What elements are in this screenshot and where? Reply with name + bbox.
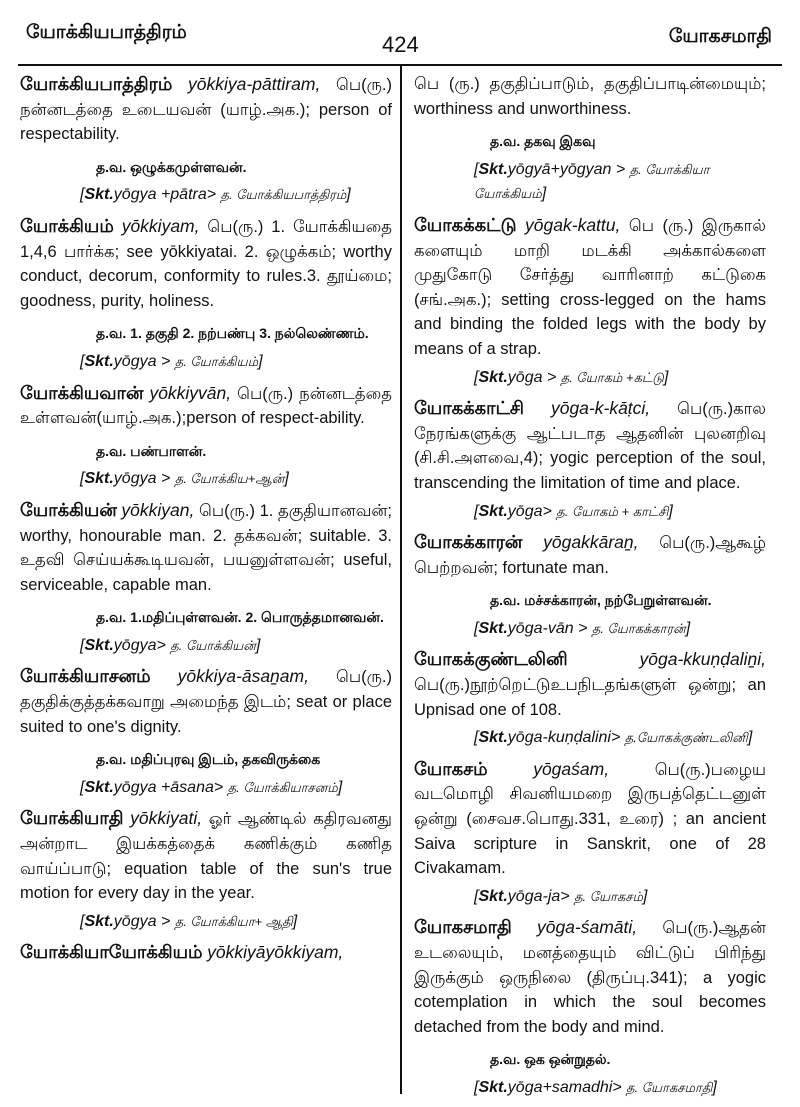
etym-source: yōgya > (113, 470, 171, 488)
dictionary-entry (414, 647, 766, 750)
dictionary-entry (20, 806, 392, 934)
entry-transliteration: yōga-kkuṇḍaliṉi, (639, 649, 766, 670)
entry-body (20, 381, 392, 431)
dictionary-entry (414, 915, 766, 1100)
entry-etymology: [Skt.yōgya> த. யோக்கியன்] (80, 636, 261, 654)
entry-transliteration: yōkkiya-āsaṉam, (177, 666, 309, 687)
entry-headword: யோகக்காட்சி (414, 398, 524, 419)
etym-tamil: த. யோக்கியன் (170, 637, 256, 653)
etym-skt: Skt. (84, 470, 114, 488)
dictionary-entry (20, 498, 392, 659)
entry-synonym: த.வ. 1.மதிப்புள்ளவன். 2. பொருத்தமானவன். (96, 609, 384, 626)
entry-etymology: [Skt.yōga+samadhi> த. யோகசமாதி] (474, 1078, 717, 1096)
etym-skt: Skt. (84, 186, 114, 204)
etym-tamil: த. யோக்கியா யோக்கியம் (474, 161, 710, 202)
entry-etymology: [Skt.yōgya +āsana> த. யோக்கியாசனம்] (80, 778, 343, 796)
etym-source: yōgya > (113, 912, 171, 930)
entry-transliteration: yōkkiyati, (130, 808, 203, 829)
dictionary-entry (414, 530, 766, 641)
etym-source: yōgya> (113, 636, 166, 654)
dictionary-entry (414, 213, 766, 390)
entry-definition: பெ(ரு.)பழைய வடமொழி சிவனியமறை இருபத்தெட்டனுள் ஒன்று (சைவச.பொது.331, உரை) ; an ancient Saiva scripture in Sanskrit, one of 28 Civakamam. (414, 760, 766, 878)
entry-transliteration: yōkkiyam, (121, 215, 200, 236)
entry-headword: யோகசமாதி (414, 917, 512, 938)
etym-tamil: த.யோகக்குண்டலினி (624, 730, 748, 746)
etym-source: yōgya +āsana> (113, 778, 224, 796)
entry-definition: பெ(ரு.)கால நேரங்களுக்கு ஆட்படாத ஆதனின் புலனறிவு (சி.சி.அளவை,4); yogic perception of the soul, transcending the limitation of time and place. (414, 400, 766, 492)
etym-skt: Skt. (478, 1078, 508, 1096)
entry-transliteration: yōga-k-kāṭci, (550, 398, 651, 419)
entry-synonym: த.வ. மச்சக்காரன், நற்பேறுள்ளவன். (490, 592, 712, 609)
entry-definition: பெ(ரு.) 1. யோக்கியதை 1,4,6 பார்க்க; see yōkkiyatai. 2. ஒழுக்கம்; worthy conduct, decorum, conformity to rules.3. தூய்மை; goodness, purity, holiness. (20, 217, 393, 310)
entry-transliteration: yōgakkāraṉ, (543, 532, 639, 553)
entry-definition: பெ(ரு.) 1. தகுதியானவன்; worthy, honourable man. 2. தக்கவன்; suitable. 3. உதவி செய்யக்கூடியவன், பயனுள்ளவன்; useful, serviceable, capable man. (20, 501, 392, 594)
entry-etymology: [Skt.yōga-ja> த. யோகசம்] (474, 887, 648, 905)
entry-synonym: த.வ. தகவு இகவு (490, 133, 596, 150)
entry-headword: யோக்கியம் (20, 215, 114, 236)
entry-headword: யோக்கியாசனம் (20, 666, 151, 687)
entry-etymology: [Skt.yōga > த. யோகம் +கட்டு] (474, 368, 669, 386)
etym-skt: Skt. (478, 502, 508, 520)
page-header (0, 0, 800, 62)
entry-body (20, 72, 392, 147)
entry-headword: யோக்கியன் (20, 499, 117, 520)
entry-definition: பெ(ரு.)ஆகூழ் பெற்றவன்; fortunate man. (414, 534, 766, 577)
entry-synonym: த.வ. ஒழுக்கமுள்ளவன். (96, 158, 247, 175)
etym-skt: Skt. (84, 778, 114, 796)
left-column (20, 72, 392, 968)
etym-source: yōga-ja> (507, 887, 570, 905)
etym-source: yōga > (507, 368, 557, 386)
entry-etymology: [Skt.yōga-kuṇḍalini> த.யோகக்குண்டலினி] (474, 729, 753, 747)
entry-headword: யோகக்குண்டலினி (414, 649, 568, 670)
entry-headword: யோக்கியாதி (20, 808, 124, 829)
entry-definition: பெ (ரு.) தகுதிப்பாடும், தகுதிப்பாடின்மையும்; worthiness and unworthiness. (414, 75, 766, 118)
etym-tamil: த. யோக்கிய+ஆன் (174, 471, 285, 487)
continued-entry (414, 72, 766, 207)
dictionary-entry (414, 757, 766, 910)
etym-skt: Skt. (478, 160, 508, 178)
entry-body (414, 757, 766, 881)
entry-transliteration: yōga-śamāti, (536, 917, 638, 938)
etym-skt: Skt. (478, 729, 508, 747)
entry-headword: யோக்கியவான் (20, 382, 144, 403)
entry-etymology: [Skt.yōga> த. யோகம் + காட்சி] (474, 502, 673, 520)
entry-headword: யோக்கியாயோக்கியம் (20, 942, 203, 963)
entry-transliteration: yōkkiya-pāttiram, (188, 74, 321, 94)
etym-tamil: த. யோகக்காரன் (591, 620, 686, 636)
page-number: 424 (382, 32, 419, 57)
entry-body (20, 664, 392, 739)
etym-source: yōga+samadhi> (507, 1078, 622, 1096)
etym-skt: Skt. (478, 887, 508, 905)
entry-synonym: த.வ. மதிப்புரவு இடம், தகவிருக்கை (96, 751, 321, 768)
entry-definition: பெ(ரு.)நூற்றெட்டுஉபநிடதங்களுள் ஒன்று; an Upnisad one of 108. (414, 676, 766, 719)
entry-definition: பெ(ரு.) தகுதிக்குத்தக்கவாறு அமைந்த இடம்; seat or place suited to one's dignity. (20, 668, 392, 736)
etym-source: yōgya > (113, 352, 171, 370)
entry-etymology: [Skt.yōgyā+yōgyan > த. யோக்கியா யோக்கியம்] (474, 160, 710, 203)
etym-tamil: த. யோக்கியா+ ஆதி (174, 913, 293, 929)
entry-body (20, 940, 392, 966)
dictionary-entry (20, 214, 392, 375)
etym-skt: Skt. (84, 352, 114, 370)
entry-etymology: [Skt.yōgya > த. யோக்கிய+ஆன்] (80, 470, 289, 488)
column-divider (400, 64, 402, 1094)
entry-headword: யோக்கியபாத்திரம் (20, 74, 173, 94)
entry-body (414, 647, 766, 722)
etym-skt: Skt. (478, 368, 508, 386)
entry-etymology: [Skt.yōga-vān > த. யோகக்காரன்] (474, 619, 691, 637)
entry-body (20, 806, 392, 905)
etym-skt: Skt. (84, 912, 114, 930)
etym-source: yōgya +pātra> (113, 186, 217, 204)
entry-body (414, 213, 766, 362)
etym-tamil: த. யோக்கியபாத்திரம் (220, 187, 347, 203)
etym-source: yōga> (507, 502, 552, 520)
etym-tamil: த. யோக்கியம் (174, 353, 259, 369)
etym-tamil: த. யோகம் +கட்டு (560, 369, 664, 385)
entry-body (414, 915, 766, 1039)
entry-definition: பெ (ரு.) இருகால் களையும் மாறி மடக்கி அக்கால்களை முதுகோடு சேர்த்து வாரினாற் கட்டுகை (சங்.அக.); setting cross-legged on the hams and binding the folded legs with the body by means of a strap. (414, 216, 766, 358)
entry-body (414, 396, 766, 495)
etym-source: yōga-vān > (507, 619, 588, 637)
etym-tamil: த. யோகசம் (574, 888, 643, 904)
left-guide-word: யோக்கியபாத்திரம் (26, 22, 187, 43)
dictionary-entry (20, 664, 392, 800)
entry-headword: யோகக்கட்டு (414, 214, 517, 235)
entry-transliteration: yōkkiyan, (121, 499, 195, 520)
etym-source: yōgyā+yōgyan > (507, 160, 626, 178)
dictionary-entry (20, 940, 392, 966)
etym-source: yōga-kuṇḍalini> (507, 729, 621, 747)
entry-body (414, 530, 766, 580)
entry-body (20, 214, 392, 313)
entry-headword: யோகக்காரன் (414, 532, 523, 553)
entry-definition: பெ(ரு.) நன்னடத்தை உள்ளவன்(யாழ்.அக.);person of respect-ability. (20, 384, 393, 428)
dictionary-entry (414, 396, 766, 524)
entry-synonym: த.வ. 1. தகுதி 2. நற்பண்பு 3. நல்லெண்ணம். (96, 325, 369, 342)
etym-skt: Skt. (478, 619, 508, 637)
right-guide-word: யோகசமாதி (668, 26, 772, 47)
entry-transliteration: yōgaśam, (533, 758, 610, 779)
etym-skt: Skt. (84, 636, 114, 654)
entry-etymology: [Skt.yōgya > த. யோக்கியம்] (80, 352, 263, 370)
dictionary-entry (20, 72, 392, 208)
entry-synonym: த.வ. பண்பாளன். (96, 442, 207, 459)
entry-definition: பெ(ரு.)ஆதன் உடலையும், மனத்தையும் விட்டுப் பிரிந்து இருக்கும் ஒருநிலை (திருப்பு.341); a yogic cotemplation in which the soul becomes detached from the body and mind. (414, 919, 766, 1036)
dictionary-entry (20, 381, 392, 492)
entry-transliteration: yōkkiyāyōkkiyam, (207, 942, 344, 963)
entry-definition: ஓர் ஆண்டில் கதிரவனது அன்றாட இயக்கத்தைக் கணிக்கும் கணித வாய்ப்பாடு; equation table of the sun's true motion for every day in the year. (20, 810, 392, 903)
entry-definition: பெ(ரு.) நன்னடத்தை உடையவன் (யாழ்.அக.); person of respectability. (20, 76, 392, 144)
entry-etymology: [Skt.yōgya +pātra> த. யோக்கியபாத்திரம்] (80, 186, 351, 204)
etym-tamil: த. யோக்கியாசனம் (227, 779, 338, 795)
entry-transliteration: yōgak-kattu, (525, 214, 621, 235)
entry-etymology: [Skt.yōgya > த. யோக்கியா+ ஆதி] (80, 912, 298, 930)
etym-tamil: த. யோகசமாதி (626, 1079, 713, 1095)
entry-body (20, 498, 392, 597)
right-column (414, 72, 766, 1107)
entry-synonym: த.வ. ஒக ஒன்றுதல். (490, 1051, 611, 1068)
entry-headword: யோகசம் (414, 758, 488, 779)
etym-tamil: த. யோகம் + காட்சி (556, 503, 669, 519)
entry-transliteration: yōkkiyvān, (149, 382, 232, 403)
